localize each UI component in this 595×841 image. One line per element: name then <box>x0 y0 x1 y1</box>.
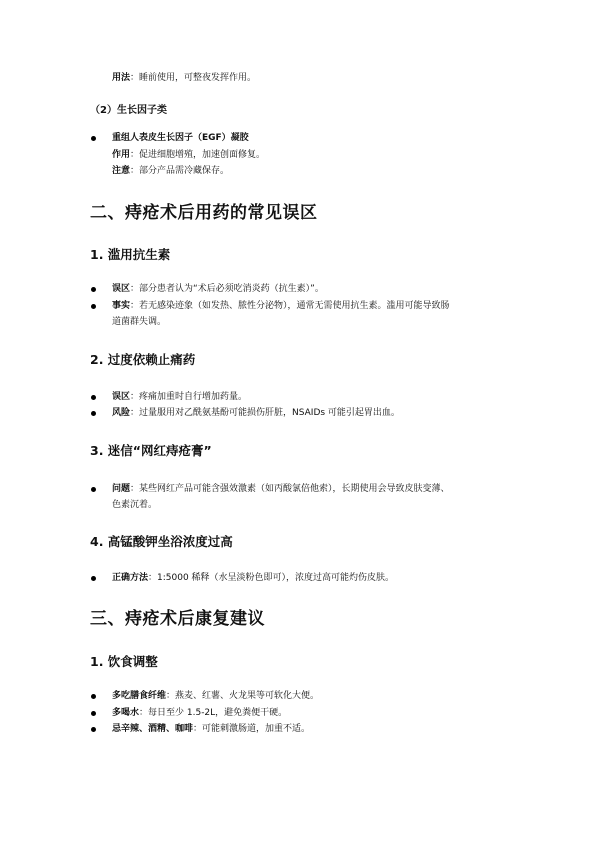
bullet-icon <box>91 304 96 309</box>
bullet-icon <box>91 576 96 581</box>
egf-item-title: 重组人表皮生长因子（EGF）凝胶 <box>112 133 249 143</box>
section-2-1-title: 1. 滥用抗生素 <box>90 247 171 262</box>
item-label: 误区 <box>112 392 131 402</box>
effect-label: 作用 <box>112 150 131 160</box>
item-text: ：每日至少 1.5-2L，避免粪便干硬。 <box>139 708 288 718</box>
egf-effect-line <box>112 148 265 162</box>
item-label: 问题 <box>112 484 131 494</box>
list-item <box>112 571 394 585</box>
item-text: ：1:5000 稀释（水呈淡粉色即可），浓度过高可能灼伤皮肤。 <box>148 573 395 583</box>
item-text: ：过量服用对乙酰氨基酚可能损伤肝脏，NSAIDs 可能引起胃出血。 <box>130 408 400 418</box>
list-item <box>112 390 247 404</box>
section-3-1-title: 1. 饮食调整 <box>90 654 158 669</box>
list-item <box>112 299 450 313</box>
bullet-icon <box>91 711 96 716</box>
list-item <box>112 482 450 496</box>
item-text: ：疼痛加重时自行增加药量。 <box>130 392 248 402</box>
item-text: ：燕麦、红薯、火龙果等可软化大便。 <box>166 691 320 701</box>
list-item-continuation: 色素沉着。 <box>112 500 158 510</box>
list-item-continuation: 道菌群失调。 <box>112 317 167 327</box>
bullet-icon <box>91 136 96 141</box>
item-text: ：若无感染迹象（如发热、脓性分泌物），通常无需使用抗生素。滥用可能导致肠 <box>130 301 450 311</box>
item-text: ：某些网红产品可能含强效激素（如丙酸氯倍他索），长期使用会导致皮肤变薄、 <box>130 484 450 494</box>
bullet-icon <box>91 411 96 416</box>
list-item <box>112 282 324 296</box>
item-text: ：部分患者认为“术后必须吃消炎药（抗生素）”。 <box>130 284 324 294</box>
bullet-icon <box>91 287 96 292</box>
note-label: 注意 <box>112 166 131 176</box>
item-label: 正确方法 <box>112 573 149 583</box>
bullet-icon <box>91 727 96 732</box>
bullet-icon <box>91 694 96 699</box>
item-text: ：可能刺激肠道，加重不适。 <box>193 724 311 734</box>
section-3-title: 三、痔疮术后康复建议 <box>90 609 265 629</box>
list-item <box>112 406 400 420</box>
usage-label: 用法 <box>112 73 131 83</box>
bullet-icon <box>91 395 96 400</box>
item-label: 多吃膳食纤维 <box>112 691 167 701</box>
egf-note-line <box>112 164 229 178</box>
section-2-title: 二、痔疮术后用药的常见误区 <box>90 203 318 223</box>
item-label: 风险 <box>112 408 131 418</box>
usage-line <box>112 71 256 85</box>
effect-text: ：促进细胞增殖，加速创面修复。 <box>130 150 266 160</box>
list-item <box>112 689 319 703</box>
list-item <box>112 706 287 720</box>
list-item <box>112 722 310 736</box>
growth-factor-heading: （2）生长因子类 <box>90 105 167 116</box>
note-text: ：部分产品需冷藏保存。 <box>130 166 230 176</box>
item-label: 忌辛辣、酒精、咖啡 <box>112 724 194 734</box>
bullet-icon <box>91 487 96 492</box>
section-2-2-title: 2. 过度依赖止痛药 <box>90 352 196 367</box>
item-label: 事实 <box>112 301 131 311</box>
section-2-4-title: 4. 高锰酸钾坐浴浓度过高 <box>90 534 233 549</box>
usage-text: ：睡前使用，可整夜发挥作用。 <box>130 73 257 83</box>
item-label: 误区 <box>112 284 131 294</box>
item-label: 多喝水 <box>112 708 140 718</box>
section-2-3-title: 3. 迷信“网红痔疮膏” <box>90 443 212 458</box>
